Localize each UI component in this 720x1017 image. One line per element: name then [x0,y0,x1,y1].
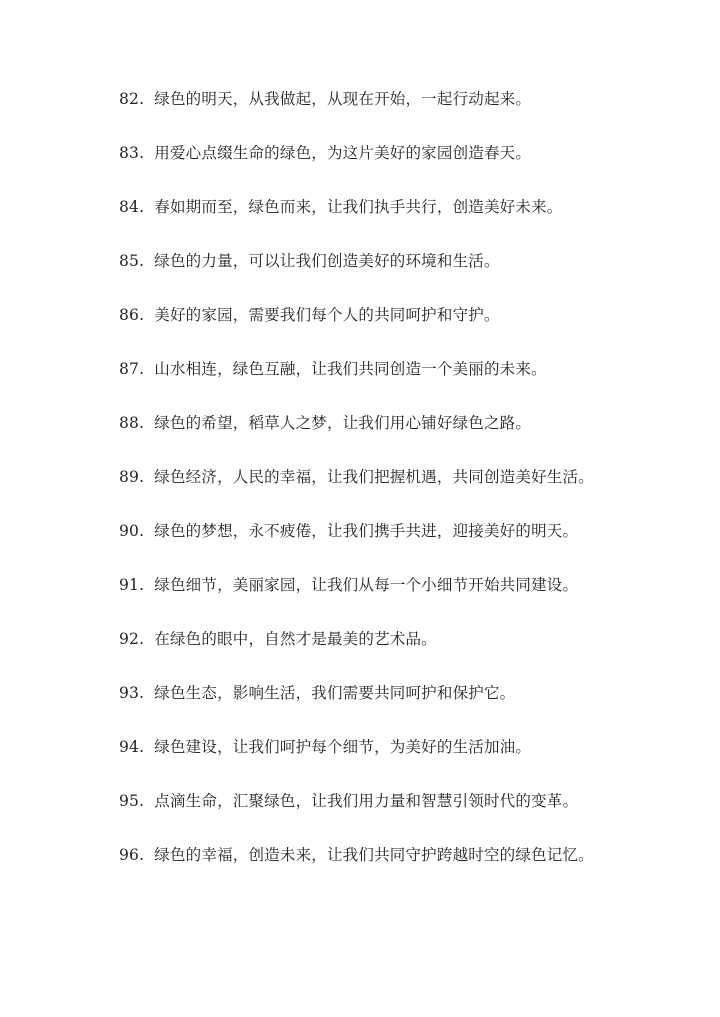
item-number: 92. [119,630,145,648]
list-item [119,572,699,626]
list-item [119,410,699,464]
item-number: 95. [119,792,145,810]
item-text: 绿色的幸福，创造未来，让我们共同守护跨越时空的绿色记忆。 [154,846,594,864]
item-number: 96. [119,846,145,864]
list-item [119,86,699,140]
list-item [119,734,699,788]
list-item [119,626,699,680]
item-number: 84. [119,198,145,216]
slogan-list [119,86,699,896]
item-number: 94. [119,738,145,756]
list-item [119,842,699,896]
item-text: 绿色的明天，从我做起，从现在开始，一起行动起来。 [154,90,532,108]
item-text: 点滴生命，汇聚绿色，让我们用力量和智慧引领时代的变革。 [154,792,579,810]
item-text: 绿色细节，美丽家园，让我们从每一个小细节开始共同建设。 [154,576,579,594]
item-text: 绿色的力量，可以让我们创造美好的环境和生活。 [154,252,500,270]
item-number: 83. [119,144,145,162]
item-text: 绿色经济，人民的幸福，让我们把握机遇，共同创造美好生活。 [154,468,594,486]
item-text: 绿色建设，让我们呵护每个细节，为美好的生活加油。 [154,738,532,756]
item-text: 绿色的梦想，永不疲倦，让我们携手共进，迎接美好的明天。 [154,522,579,540]
list-item [119,302,699,356]
item-text: 用爱心点缀生命的绿色，为这片美好的家园创造春天。 [154,144,532,162]
item-text: 绿色的希望，稻草人之梦，让我们用心铺好绿色之路。 [154,414,532,432]
item-number: 87. [119,360,145,378]
item-number: 88. [119,414,145,432]
item-text: 山水相连，绿色互融，让我们共同创造一个美丽的未来。 [154,360,547,378]
list-item [119,464,699,518]
item-number: 93. [119,684,145,702]
list-item [119,140,699,194]
item-text: 春如期而至，绿色而来，让我们执手共行，创造美好未来。 [154,198,563,216]
item-number: 89. [119,468,145,486]
item-text: 在绿色的眼中，自然才是最美的艺术品。 [154,630,437,648]
item-text: 美好的家园，需要我们每个人的共同呵护和守护。 [154,306,500,324]
list-item [119,194,699,248]
list-item [119,788,699,842]
item-number: 91. [119,576,145,594]
item-text: 绿色生态，影响生活，我们需要共同呵护和保护它。 [154,684,516,702]
list-item [119,680,699,734]
list-item [119,518,699,572]
list-item [119,248,699,302]
item-number: 85. [119,252,145,270]
item-number: 82. [119,90,145,108]
list-item [119,356,699,410]
item-number: 86. [119,306,145,324]
item-number: 90. [119,522,145,540]
